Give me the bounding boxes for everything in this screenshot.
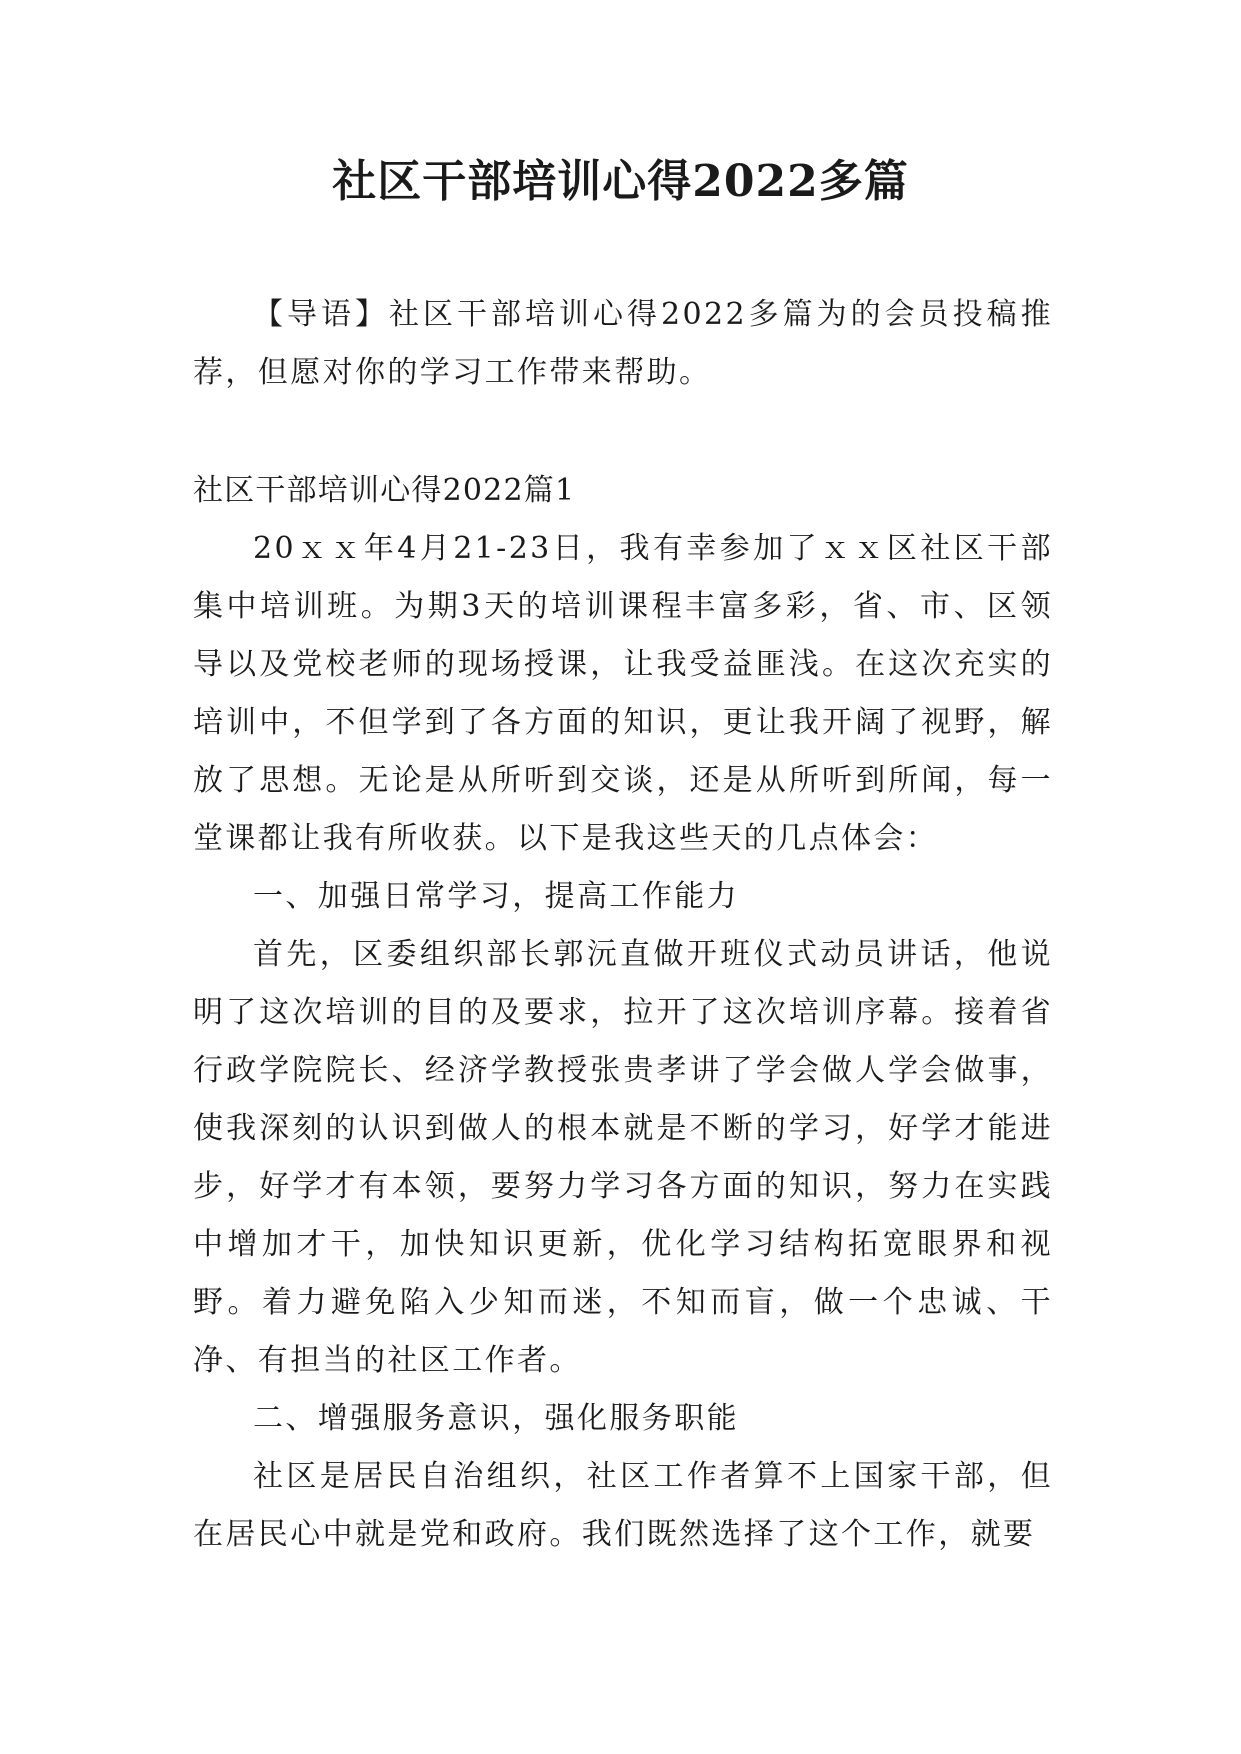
main-text-block: [193, 520, 1053, 1564]
section-heading: 社区干部培训心得2022篇1: [193, 473, 576, 508]
paragraph-1: 20ｘｘ年4月21-23日，我有幸参加了ｘｘ区社区干部集中培训班。为期3天的培训课程丰富多彩，省、市、区领导以及党校老师的现场授课，让我受益匪浅。在这次充实的培训中，不但学到了各方面的知识，更让我开阔了视野，解放了思想。无论是从所听到交谈，还是从所听到所闻，每一堂课都让我有所收获。以下是我这些天的几点体会：: [193, 531, 1053, 856]
document-title: 社区干部培训心得2022多篇: [332, 156, 909, 207]
intro-paragraph: 【导语】社区干部培训心得2022多篇为的会员投稿推荐，但愿对你的学习工作带来帮助。: [193, 297, 1053, 390]
paragraph-2: 首先，区委组织部长郭沅直做开班仪式动员讲话，他说明了这次培训的目的及要求，拉开了这次培训序幕。接着省行政学院院长、经济学教授张贵孝讲了学会做人学会做事，使我深刻的认识到做人的根本就是不断的学习，好学才能进步，好学才有本领，要努力学习各方面的知识，努力在实践中增加才干，加快知识更新，优化学习结构拓宽眼界和视野。着力避免陷入少知而迷，不知而盲，做一个忠诚、干净、有担当的社区工作者。: [193, 937, 1053, 1378]
paragraph-3: 社区是居民自治组织，社区工作者算不上国家干部，但在居民心中就是党和政府。我们既然选择了这个工作，就要: [193, 1459, 1053, 1552]
subheading-1: 一、加强日常学习，提高工作能力: [253, 879, 739, 914]
subheading-2: 二、增强服务意识，强化服务职能: [253, 1401, 739, 1436]
intro-block: [193, 286, 1053, 402]
